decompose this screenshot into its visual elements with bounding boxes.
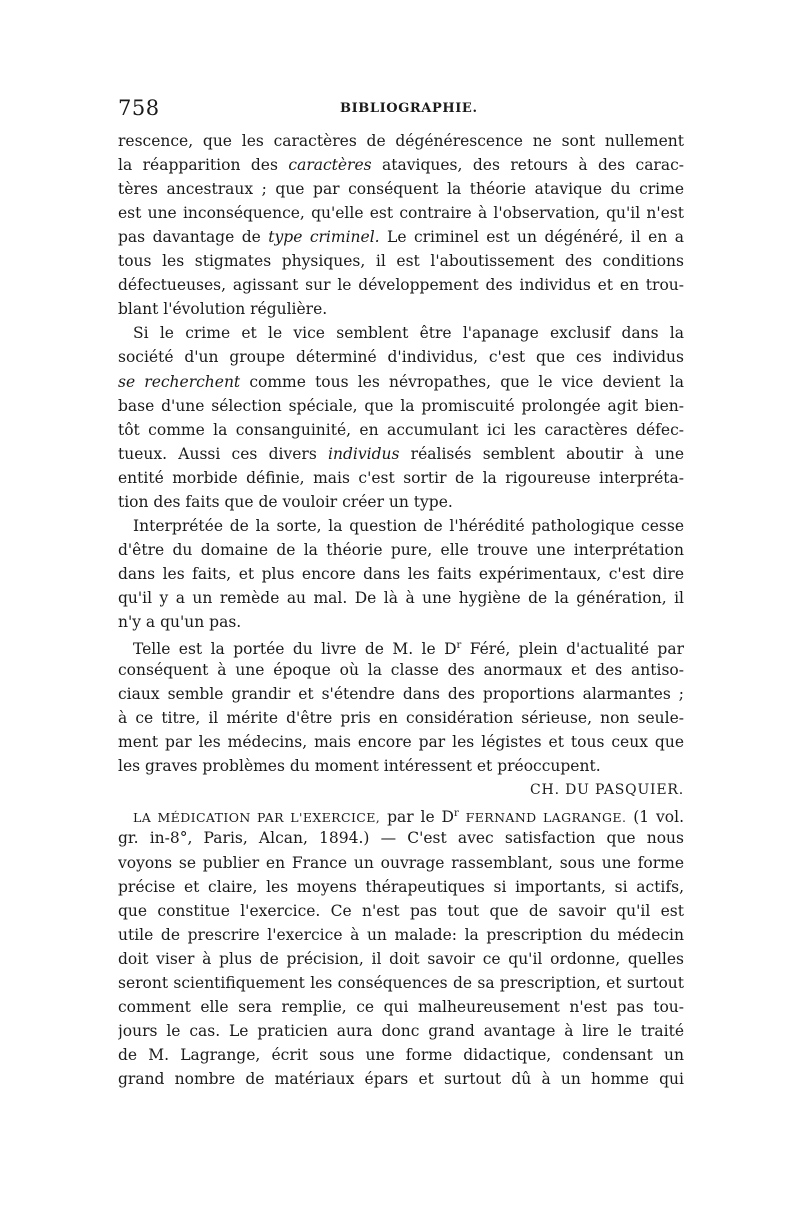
text-line bbox=[118, 923, 684, 947]
italic-term: caractères bbox=[288, 156, 372, 175]
italic-term: se recherchent bbox=[118, 372, 241, 391]
text-segment: est une inconséquence, qu'elle est contraire à l'observation, qu'il n'est bbox=[118, 204, 684, 223]
text-line bbox=[118, 851, 684, 875]
text-line bbox=[118, 153, 684, 177]
text-line bbox=[118, 225, 684, 249]
text-segment: ataviques, des retours à des carac- bbox=[371, 156, 684, 175]
text-segment: ciaux semble grandir et s'étendre dans des proportions alarmantes ; bbox=[118, 685, 684, 704]
text-segment: jours le cas. Le praticien aura donc grand avantage à lire le traité bbox=[118, 1021, 684, 1040]
text-segment: r bbox=[456, 640, 462, 652]
text-line bbox=[118, 899, 684, 923]
text-segment: entité morbide définie, mais c'est sortir de la rigoureuse interpréta- bbox=[118, 468, 684, 487]
text-line bbox=[118, 1043, 684, 1067]
text-line bbox=[118, 129, 684, 153]
text-line bbox=[133, 802, 684, 826]
text-segment: voyons se publier en France un ouvrage rassemblant, sous une forme bbox=[118, 853, 684, 872]
text-line bbox=[118, 442, 684, 466]
text-segment: (1 vol. bbox=[626, 808, 684, 827]
text-segment: de M. Lagrange, écrit sous une forme didactique, condensant un bbox=[118, 1045, 684, 1064]
text-segment: conséquent à une époque où la classe des anormaux et des antiso- bbox=[118, 661, 684, 680]
text-line bbox=[118, 177, 684, 201]
text-line bbox=[118, 490, 684, 514]
text-segment: Si le crime et le vice semblent être l'apanage exclusif dans la bbox=[133, 324, 684, 343]
author-signature bbox=[118, 778, 684, 802]
text-line bbox=[133, 514, 684, 538]
text-segment: par le D bbox=[380, 808, 454, 827]
text-segment: que constitue l'exercice. Ce n'est pas tout que de savoir qu'il est bbox=[118, 901, 684, 920]
text-segment: n'y a qu'un pas. bbox=[118, 613, 242, 631]
text-segment: la réapparition des bbox=[118, 156, 289, 175]
text-segment: tion des faits que de vouloir créer un type. bbox=[118, 492, 453, 511]
text-segment: précise et claire, les moyens thérapeutiques si importants, si actifs, bbox=[118, 877, 684, 896]
text-segment: utile de prescrire l'exercice à un malade: la prescription du médecin bbox=[118, 925, 684, 944]
text-line bbox=[118, 730, 684, 754]
text-segment: CH. DU PASQUIER. bbox=[530, 782, 684, 799]
text-line bbox=[118, 706, 684, 730]
page-number: 758 bbox=[118, 96, 160, 120]
text-segment: comme tous les névropathes, que le vice devient la bbox=[240, 372, 684, 391]
text-line bbox=[118, 875, 684, 899]
text-segment: qu'il y a un remède au mal. De là à une hygiène de la génération, il bbox=[118, 588, 684, 607]
text-line bbox=[118, 538, 684, 562]
text-line bbox=[118, 1067, 684, 1091]
text-segment: base d'une sélection spéciale, que la promiscuité prolongée agit bien- bbox=[118, 396, 684, 415]
text-line bbox=[118, 249, 684, 273]
text-segment: d'être du domaine de la théorie pure, elle trouve une interprétation bbox=[118, 540, 684, 559]
text-segment: tôt comme la consanguinité, en accumulant ici les caractères défec- bbox=[118, 420, 684, 439]
text-segment: dans les faits, et plus encore dans les faits expérimentaux, c'est dire bbox=[118, 564, 684, 583]
text-segment: pas davantage de bbox=[118, 228, 269, 247]
text-line bbox=[118, 466, 684, 490]
text-line bbox=[118, 273, 684, 297]
text-segment: rescence, que les caractères de dégénérescence ne sont nullement bbox=[118, 132, 684, 150]
text-segment: défectueuses, agissant sur le développement des individus et en trou- bbox=[118, 276, 684, 295]
italic-term: type criminel. bbox=[268, 228, 380, 247]
text-line bbox=[118, 586, 684, 610]
text-segment: Féré, plein d'actualité par bbox=[461, 640, 684, 659]
text-line bbox=[133, 634, 684, 658]
running-head: BIBLIOGRAPHIE. bbox=[340, 101, 478, 116]
text-segment: comment elle sera remplie, ce qui malheureusement n'est pas tou- bbox=[118, 997, 684, 1016]
text-line bbox=[118, 754, 684, 778]
text-segment: tères ancestraux ; que par conséquent la théorie atavique du crime bbox=[118, 180, 684, 199]
text-line bbox=[118, 297, 684, 321]
text-line bbox=[118, 370, 684, 394]
text-segment: gr. in-8°, Paris, Alcan, 1894.) — C'est avec satisfaction que nous bbox=[118, 829, 684, 848]
text-segment: seront scientifiquement les conséquences de sa prescription, et surtout bbox=[118, 973, 684, 992]
text-segment: société d'un groupe déterminé d'individus, c'est que ces individus bbox=[118, 348, 684, 367]
text-segment: doit viser à plus de précision, il doit savoir ce qu'il ordonne, quelles bbox=[118, 949, 684, 968]
small-caps-title: LA MÉDICATION PAR L'EXERCICE, bbox=[133, 810, 381, 826]
text-segment: ment par les médecins, mais encore par les légistes et tous ceux que bbox=[118, 733, 684, 752]
text-segment: Le criminel est un dégénéré, il en a bbox=[379, 228, 684, 247]
text-line bbox=[118, 418, 684, 442]
text-line bbox=[118, 971, 684, 995]
italic-term: individus bbox=[328, 444, 400, 463]
text-segment: les graves problèmes du moment intéressent et préoccupent. bbox=[118, 757, 601, 776]
text-line bbox=[118, 658, 684, 682]
text-segment: tous les stigmates physiques, il est l'aboutissement des conditions bbox=[118, 252, 684, 271]
text-line bbox=[118, 201, 684, 225]
small-caps-title: FERNAND LAGRANGE. bbox=[465, 810, 627, 826]
text-line bbox=[118, 394, 684, 418]
text-line bbox=[118, 995, 684, 1019]
text-segment: Interprétée de la sorte, la question de l'hérédité pathologique cesse bbox=[133, 516, 684, 535]
text-line bbox=[118, 1019, 684, 1043]
text-segment: grand nombre de matériaux épars et surtout dû à un homme qui bbox=[118, 1069, 684, 1088]
text-segment: blant l'évolution régulière. bbox=[118, 300, 328, 319]
text-line bbox=[118, 345, 684, 369]
text-segment: réalisés semblent aboutir à une bbox=[399, 444, 684, 463]
page-header bbox=[118, 96, 684, 122]
text-line bbox=[118, 562, 684, 586]
text-line bbox=[133, 321, 684, 345]
text-segment bbox=[459, 809, 466, 827]
text-line bbox=[118, 826, 684, 850]
text-line bbox=[118, 947, 684, 971]
text-segment: à ce titre, il mérite d'être pris en considération sérieuse, non seule- bbox=[118, 709, 684, 728]
text-segment: Telle est la portée du livre de M. le D bbox=[133, 640, 457, 659]
text-segment: r bbox=[453, 808, 459, 820]
text-line bbox=[118, 610, 684, 634]
text-segment: tueux. Aussi ces divers bbox=[118, 444, 329, 463]
text-line bbox=[118, 682, 684, 706]
